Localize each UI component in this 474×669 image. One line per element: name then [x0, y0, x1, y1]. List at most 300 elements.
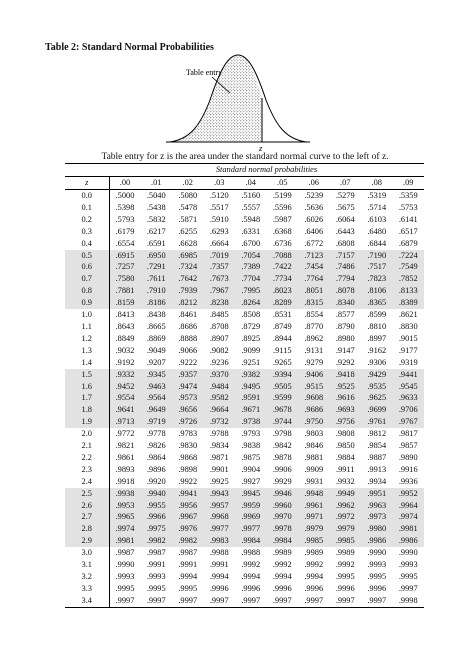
table-row	[65, 476, 424, 488]
probability-cell: .9554	[109, 392, 141, 404]
probability-cell: .9850	[335, 441, 355, 451]
probability-cell: .9995	[178, 583, 198, 593]
probability-cell: .9993	[146, 572, 166, 581]
probability-cell: .5398	[115, 202, 135, 212]
probability-cell: .6406	[304, 226, 324, 236]
probability-cell: .9987	[146, 548, 166, 558]
probability-cell: .7704	[235, 273, 267, 285]
z-value-cell: 2.1	[65, 440, 109, 452]
probability-cell: .7357	[204, 261, 236, 273]
probability-cell: .9406	[298, 369, 330, 381]
column-header: .06	[298, 177, 330, 190]
table-row	[65, 404, 424, 416]
column-header: .07	[330, 177, 362, 190]
page-title: Table 2: Standard Normal Probabilities	[45, 42, 214, 53]
table-row	[65, 238, 424, 250]
probability-cell: .7486	[330, 261, 362, 273]
z-value-cell: 2.4	[65, 476, 109, 488]
probability-cell: .6480	[367, 226, 387, 236]
probability-cell: .9990	[367, 548, 387, 558]
probability-cell: .9656	[172, 404, 204, 416]
probability-cell: .9854	[367, 441, 387, 451]
probability-cell: .9994	[178, 572, 198, 581]
probability-cell: .8289	[267, 297, 299, 309]
normal-curve-figure	[0, 0, 474, 160]
table-row	[65, 321, 424, 333]
probability-cell: .9599	[267, 392, 299, 404]
probability-cell: .9931	[304, 476, 324, 486]
probability-cell: .6064	[335, 214, 355, 224]
probability-cell: .9989	[272, 548, 292, 558]
probability-cell: .9998	[393, 595, 425, 607]
probability-cell: .7910	[141, 285, 173, 297]
probability-cell: .7157	[330, 250, 362, 262]
probability-cell: .9997	[398, 583, 418, 593]
probability-cell: .9984	[267, 535, 299, 547]
table-row	[65, 250, 424, 262]
probability-cell: .9951	[361, 488, 393, 500]
probability-cell: .9992	[304, 560, 324, 570]
table-row	[65, 464, 424, 476]
probability-cell: .9192	[115, 357, 135, 367]
probability-cell: .9463	[141, 381, 173, 393]
probability-cell: .6293	[209, 226, 229, 236]
probability-cell: .6844	[367, 238, 387, 248]
probability-cell: .8413	[115, 310, 135, 320]
probability-cell: .9429	[361, 369, 393, 381]
probability-cell: .9918	[115, 476, 135, 486]
probability-cell: .8686	[178, 321, 198, 331]
probability-cell: .9222	[178, 357, 198, 367]
probability-cell: .9973	[361, 511, 393, 523]
probability-cell: .6591	[146, 238, 166, 248]
probability-cell: .9979	[330, 523, 362, 535]
probability-cell: .6217	[146, 226, 166, 236]
probability-cell: .7454	[298, 261, 330, 273]
probability-cell: .9965	[109, 511, 141, 523]
table-row	[65, 226, 424, 238]
probability-cell: .9441	[393, 369, 425, 381]
probability-cell: .7580	[109, 273, 141, 285]
z-value-cell: 1.4	[65, 357, 109, 369]
table-row	[65, 511, 424, 523]
probability-cell: .9971	[298, 511, 330, 523]
probability-cell: .9808	[335, 429, 355, 439]
z-value-cell: 0.2	[65, 214, 109, 226]
probability-cell: .5987	[272, 214, 292, 224]
probability-cell: .9834	[209, 441, 229, 451]
probability-cell: .9821	[115, 441, 135, 451]
probability-cell: .7549	[393, 261, 425, 273]
probability-cell: .7190	[361, 250, 393, 262]
probability-cell: .9861	[115, 452, 135, 462]
probability-cell: .8997	[367, 333, 387, 343]
z-value-cell: 3.1	[65, 559, 109, 571]
probability-cell: .9953	[109, 500, 141, 512]
column-header: .03	[204, 177, 236, 190]
table-row	[65, 523, 424, 535]
probability-cell: .9964	[393, 500, 425, 512]
probability-cell: .5636	[304, 202, 324, 212]
column-header: .04	[235, 177, 267, 190]
probability-cell: .9993	[367, 560, 387, 570]
probability-cell: .7224	[393, 250, 425, 262]
probability-cell: .6141	[398, 214, 418, 224]
probability-cell: .7054	[235, 250, 267, 262]
probability-cell: .8389	[393, 297, 425, 309]
probability-cell: .8508	[241, 310, 261, 320]
probability-cell: .9319	[398, 357, 418, 367]
probability-cell: .9980	[361, 523, 393, 535]
probability-cell: .9846	[304, 441, 324, 451]
probability-cell: .9981	[393, 523, 425, 535]
z-value-cell: 1.3	[65, 345, 109, 357]
probability-cell: .9993	[398, 560, 418, 570]
table-row	[65, 333, 424, 345]
z-value-cell: 2.6	[65, 500, 109, 512]
probability-cell: .9991	[178, 560, 198, 570]
probability-cell: .9997	[267, 595, 299, 607]
probability-cell: .9990	[115, 560, 135, 570]
probability-cell: .9988	[209, 548, 229, 558]
probability-cell: .9788	[209, 429, 229, 439]
probability-cell: .9936	[398, 476, 418, 486]
probability-cell: .9945	[235, 488, 267, 500]
probability-cell: .9997	[298, 595, 330, 607]
probability-cell: .9838	[241, 441, 261, 451]
probability-cell: .9881	[304, 452, 324, 462]
probability-cell: .8023	[267, 285, 299, 297]
probability-cell: .7881	[109, 285, 141, 297]
table-row	[65, 345, 424, 357]
probability-cell: .9925	[209, 476, 229, 486]
probability-cell: .9956	[172, 500, 204, 512]
probability-cell: .9573	[172, 392, 204, 404]
probability-cell: .8159	[109, 297, 141, 309]
probability-cell: .9920	[146, 476, 166, 486]
table-row	[65, 452, 424, 464]
probability-cell: .7324	[172, 261, 204, 273]
table-row	[65, 297, 424, 309]
probability-cell: .7794	[330, 273, 362, 285]
probability-cell: .9994	[241, 572, 261, 581]
probability-cell: .8944	[272, 333, 292, 343]
probability-cell: .9963	[361, 500, 393, 512]
probability-cell: .9992	[241, 560, 261, 570]
probability-cell: .9382	[235, 369, 267, 381]
probability-cell: .9994	[209, 572, 229, 581]
probability-cell: .9916	[398, 464, 418, 474]
z-column-header: z	[65, 177, 109, 190]
probability-cell: .9625	[361, 392, 393, 404]
probability-cell: .9251	[241, 357, 261, 367]
column-header: .09	[393, 177, 425, 190]
probability-cell: .9306	[367, 357, 387, 367]
probability-cell: .7389	[235, 261, 267, 273]
probability-cell: .9236	[209, 357, 229, 367]
z-value-cell: 2.9	[65, 535, 109, 547]
probability-cell: .6179	[115, 226, 135, 236]
probability-cell: .9842	[272, 441, 292, 451]
table-body	[65, 190, 424, 608]
probability-cell: .6255	[178, 226, 198, 236]
probability-cell: .8438	[146, 310, 166, 320]
probability-cell: .5040	[146, 191, 166, 200]
probability-cell: .9986	[361, 535, 393, 547]
probability-cell: .9713	[109, 416, 141, 428]
probability-cell: .8980	[335, 333, 355, 343]
table-row	[65, 440, 424, 452]
probability-cell: .9162	[367, 345, 387, 355]
probability-cell: .8599	[367, 310, 387, 320]
z-value-cell: 0.7	[65, 273, 109, 285]
probability-cell: .8729	[241, 321, 261, 331]
probability-cell: .9972	[330, 511, 362, 523]
probability-cell: .9966	[141, 511, 173, 523]
probability-cell: .9977	[235, 523, 267, 535]
z-value-cell: 1.0	[65, 309, 109, 321]
column-header: .05	[267, 177, 299, 190]
table-row	[65, 571, 424, 583]
probability-cell: .8186	[141, 297, 173, 309]
table-row	[65, 273, 424, 285]
probability-cell: .9370	[204, 369, 236, 381]
probability-cell: .9719	[141, 416, 173, 428]
probability-cell: .6772	[304, 238, 324, 248]
probability-cell: .9991	[146, 560, 166, 570]
probability-cell: .9911	[335, 464, 355, 474]
probability-cell: .5557	[241, 202, 261, 212]
probability-cell: .9922	[178, 476, 198, 486]
probability-cell: .9995	[398, 572, 418, 581]
probability-cell: .5832	[146, 214, 166, 224]
z-value-cell: 2.2	[65, 452, 109, 464]
probability-cell: .9967	[172, 511, 204, 523]
probability-cell: .6331	[241, 226, 261, 236]
probability-cell: .9977	[204, 523, 236, 535]
probability-cell: .8643	[115, 321, 135, 331]
probability-cell: .7995	[235, 285, 267, 297]
probability-cell: .5000	[115, 191, 135, 200]
z-value-cell: 1.7	[65, 392, 109, 404]
probability-cell: .5239	[304, 191, 324, 200]
probability-cell: .9994	[272, 572, 292, 581]
probability-cell: .9015	[398, 333, 418, 343]
probability-cell: .9265	[272, 357, 292, 367]
probability-cell: .8315	[298, 297, 330, 309]
probability-cell: .9767	[393, 416, 425, 428]
probability-cell: .9495	[235, 381, 267, 393]
probability-cell: .7967	[204, 285, 236, 297]
probability-cell: .8810	[367, 321, 387, 331]
probability-cell: .8461	[178, 310, 198, 320]
probability-cell: .5438	[146, 202, 166, 212]
probability-cell: .9904	[241, 464, 261, 474]
probability-cell: .9812	[367, 429, 387, 439]
probability-cell: .9525	[330, 381, 362, 393]
probability-cell: .9641	[109, 404, 141, 416]
z-value-cell: 1.9	[65, 416, 109, 428]
probability-cell: .8925	[241, 333, 261, 343]
probability-cell: .9345	[141, 369, 173, 381]
probability-cell: .9177	[398, 345, 418, 355]
probability-cell: .7642	[172, 273, 204, 285]
probability-cell: .5359	[398, 191, 418, 200]
probability-cell: .5279	[335, 191, 355, 200]
table-row	[65, 190, 424, 202]
probability-cell: .9995	[335, 572, 355, 581]
probability-cell: .9906	[272, 464, 292, 474]
z-value-cell: 0.1	[65, 202, 109, 214]
probability-cell: .9997	[361, 595, 393, 607]
probability-cell: .8365	[361, 297, 393, 309]
probability-cell: .8830	[398, 321, 418, 331]
probability-cell: .9793	[241, 429, 261, 439]
probability-cell: .9989	[335, 548, 355, 558]
probability-cell: .9898	[178, 464, 198, 474]
column-header: .02	[172, 177, 204, 190]
probability-cell: .9564	[141, 392, 173, 404]
table-caption: Table entry for z is the area under the standard normal curve to the left of z.	[101, 152, 389, 162]
probability-cell: .9969	[235, 511, 267, 523]
probability-cell: .9505	[267, 381, 299, 393]
probability-cell: .9987	[115, 548, 135, 558]
probability-cell: .8485	[209, 310, 229, 320]
probability-cell: .6554	[115, 238, 135, 248]
z-value-cell: 1.2	[65, 333, 109, 345]
probability-cell: .8888	[178, 333, 198, 343]
probability-cell: .9995	[146, 583, 166, 593]
probability-cell: .7852	[393, 273, 425, 285]
probability-cell: .6915	[109, 250, 141, 262]
probability-cell: .7517	[361, 261, 393, 273]
probability-cell: .9875	[241, 452, 261, 462]
probability-cell: .7764	[298, 273, 330, 285]
probability-cell: .9929	[272, 476, 292, 486]
probability-cell: .9066	[178, 345, 198, 355]
z-value-cell: 0.4	[65, 238, 109, 250]
probability-cell: .9884	[335, 452, 355, 462]
probability-cell: .9115	[272, 345, 292, 355]
z-value-cell: 2.7	[65, 511, 109, 523]
probability-cell: .9996	[209, 583, 229, 593]
probability-cell: .9959	[235, 500, 267, 512]
probability-cell: .9941	[172, 488, 204, 500]
probability-cell: .9909	[304, 464, 324, 474]
probability-cell: .8790	[335, 321, 355, 331]
probability-cell: .9147	[335, 345, 355, 355]
probability-cell: .6736	[272, 238, 292, 248]
probability-cell: .9961	[298, 500, 330, 512]
probability-cell: .6517	[398, 226, 418, 236]
probability-cell: .7088	[267, 250, 299, 262]
probability-cell: .8340	[330, 297, 362, 309]
probability-cell: .5596	[272, 202, 292, 212]
probability-cell: .9803	[304, 429, 324, 439]
probability-cell: .6368	[272, 226, 292, 236]
probability-cell: .8708	[209, 321, 229, 331]
probability-cell: .5753	[398, 202, 418, 212]
table-row	[65, 214, 424, 226]
table-row	[65, 309, 424, 321]
probability-cell: .5793	[115, 214, 135, 224]
probability-cell: .9994	[304, 572, 324, 581]
z-value-cell: 0.9	[65, 297, 109, 309]
probability-cell: .9857	[398, 441, 418, 451]
probability-cell: .9686	[298, 404, 330, 416]
probability-cell: .9671	[235, 404, 267, 416]
probability-cell: .9997	[204, 595, 236, 607]
probability-cell: .7939	[172, 285, 204, 297]
table-row	[65, 416, 424, 428]
probability-cell: .8869	[146, 333, 166, 343]
probability-cell: .8531	[272, 310, 292, 320]
probability-cell: .9878	[272, 452, 292, 462]
probability-cell: .9452	[109, 381, 141, 393]
probability-cell: .9049	[146, 345, 166, 355]
probability-cell: .9927	[241, 476, 261, 486]
probability-cell: .9778	[146, 429, 166, 439]
probability-cell: .9992	[335, 560, 355, 570]
probability-cell: .9131	[304, 345, 324, 355]
probability-cell: .9948	[298, 488, 330, 500]
z-value-cell: 2.3	[65, 464, 109, 476]
probability-cell: .9693	[330, 404, 362, 416]
probability-cell: .9982	[141, 535, 173, 547]
z-value-cell: 0.0	[65, 190, 109, 202]
probability-cell: .9997	[109, 595, 141, 607]
probability-cell: .7123	[298, 250, 330, 262]
probability-cell: .9750	[298, 416, 330, 428]
probability-cell: .9987	[178, 548, 198, 558]
z-axis-label: z	[259, 143, 263, 153]
probability-cell: .9545	[393, 381, 425, 393]
probability-table	[65, 163, 424, 608]
probability-cell: .9830	[178, 441, 198, 451]
probability-cell: .5080	[178, 191, 198, 200]
probability-cell: .9864	[146, 452, 166, 462]
probability-cell: .5517	[209, 202, 229, 212]
probability-cell: .5714	[367, 202, 387, 212]
table-entry-label: Table entry	[186, 68, 223, 77]
probability-cell: .6879	[398, 238, 418, 248]
z-value-cell: 2.8	[65, 523, 109, 535]
probability-cell: .8051	[298, 285, 330, 297]
probability-cell: .5910	[209, 214, 229, 224]
probability-cell: .9484	[204, 381, 236, 393]
table-row	[65, 428, 424, 440]
probability-cell: .8078	[330, 285, 362, 297]
probability-cell: .9979	[298, 523, 330, 535]
probability-cell: .9082	[209, 345, 229, 355]
probability-cell: .8907	[209, 333, 229, 343]
probability-cell: .9997	[172, 595, 204, 607]
probability-cell: .5478	[178, 202, 198, 212]
probability-cell: .6808	[335, 238, 355, 248]
probability-cell: .9996	[335, 583, 355, 593]
probability-cell: .9957	[204, 500, 236, 512]
probability-cell: .9983	[204, 535, 236, 547]
z-value-cell: 3.3	[65, 583, 109, 595]
probability-cell: .9976	[172, 523, 204, 535]
probability-cell: .9934	[367, 476, 387, 486]
probability-cell: .9418	[330, 369, 362, 381]
table-row	[65, 369, 424, 381]
table-row	[65, 559, 424, 571]
probability-cell: .9985	[298, 535, 330, 547]
probability-cell: .9772	[115, 429, 135, 439]
probability-cell: .9995	[115, 583, 135, 593]
